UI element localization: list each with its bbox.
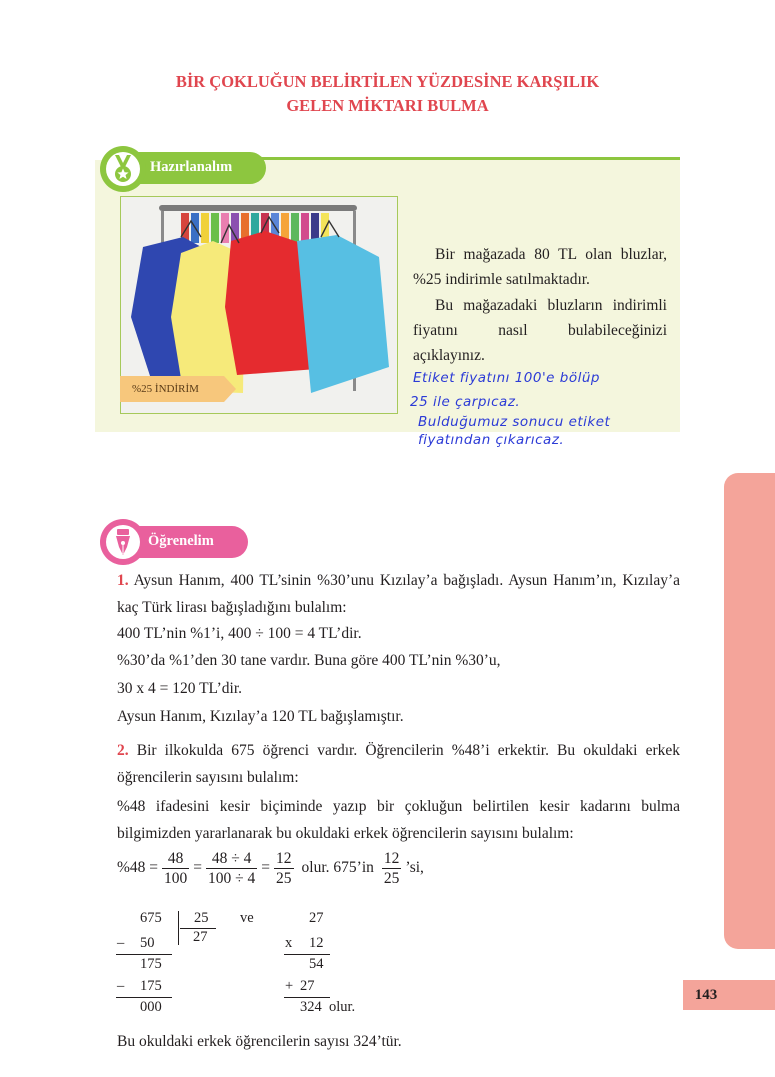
handwriting-line-3: Bulduğumuz sonucu etiket [418,414,611,430]
fraction-12-25-b [382,849,402,888]
numerator: 48 ÷ 4 [206,849,257,869]
denominator: 25 [276,869,292,887]
denominator: 100 [164,869,188,887]
prepare-paragraph-2 [413,293,667,368]
example-1-text: Aysun Hanım, 400 TL’sinin %30’unu Kızılay’a bağışladı. Aysun Hanım’ın, Kızılay’a kaç Türk lirası bağışladığını bulalım: [117,572,680,616]
division-divisor: 25 [194,910,209,926]
mult-suffix: olur. [329,999,356,1015]
handwriting-line-1: Etiket fiyatını 100'e bölüp [413,370,600,386]
fraction-12-25 [274,849,294,888]
prepare-text-1: Bir mağazada 80 TL olan bluzlar, %25 indirimle satılmaktadır. [413,246,667,288]
formula-mid: olur. 675’in [301,859,374,876]
division-minus-1: – [117,935,125,951]
and-word: ve [240,910,254,926]
handwriting-line-2: 25 ile çarpıcaz. [410,394,521,410]
example-1-line-4: Aysun Hanım, Kızılay’a 120 TL bağışlamıştır. [117,708,404,725]
discount-tag: %25 İNDİRİM [120,376,224,402]
page-number: 143 [694,987,718,1003]
medal-icon [106,152,140,186]
example-2-text: Bir ilkokulda 675 öğrenci vardır. Öğrencilerin %48’i erkektir. Bu okuldaki erkek öğrencilerin sayısını bulalım: [117,742,680,786]
title-line-2: GELEN MİKTARI BULMA [286,96,489,115]
division-sub-1: 50 [140,935,155,951]
example-1-line-2: %30’da %1’den 30 tane vardır. Buna göre 400 TL’nin %30’u, [117,652,501,669]
example-1-number: 1. [117,572,129,589]
prepare-paragraph-1 [413,242,667,292]
division-line-2 [116,997,172,998]
denominator: 100 ÷ 4 [208,869,256,887]
mult-times: x [285,935,293,951]
division-dividend: 675 [140,910,162,926]
fraction-48-100 [162,849,189,888]
pen-nib-icon [106,525,140,559]
division-remainder-2: 000 [140,999,162,1015]
example-1-line-3: 30 x 4 = 120 TL’dir. [117,680,242,697]
mult-b: 12 [309,935,324,951]
example-1-line-1: 400 TL’nin %1’i, 400 ÷ 100 = 4 TL’dir. [117,625,362,642]
mult-line-1 [284,954,330,955]
example-2-conclusion: Bu okuldaki erkek öğrencilerin sayısı 324’tür. [117,1033,402,1050]
example-2-explanation: %48 ifadesini kesir biçiminde yazıp bir çokluğun belirtilen kesir kadarını bulma bilgimizden yararlanarak bu okuldaki erkek öğrencilerin sayısını bulalım: [117,798,680,842]
example-2-statement [117,737,680,791]
mult-a: 27 [309,910,324,926]
example-1-statement [117,567,680,621]
formula-tail: ’si, [405,859,424,876]
formula-equals: = [193,859,203,876]
mult-result: 324 [300,999,322,1015]
mult-line-2 [284,997,330,998]
title-line-1: BİR ÇOKLUĞUN BELİRTİLEN YÜZDESİNE KARŞILIK [175,72,600,91]
learn-label: Öğrenelim [148,533,214,549]
division-remainder-1: 175 [140,956,162,972]
mult-plus: + [285,978,294,994]
division-sub-2: 175 [140,978,162,994]
numerator: 12 [276,849,292,867]
side-tab [724,473,775,949]
handwriting-line-4: fiyatından çıkarıcaz. [418,432,565,448]
numerator: 12 [383,849,400,867]
mult-partial-2: 27 [300,978,315,994]
mult-partial-1: 54 [309,956,324,972]
formula-lhs: %48 = [117,859,159,876]
division-minus-2: – [117,978,125,994]
numerator: 48 [162,849,189,869]
formula-equals-2: = [261,859,271,876]
denominator: 25 [383,869,400,887]
fraction-simplify [206,849,257,888]
fraction-formula [117,846,424,890]
division-bar [178,911,179,945]
example-2-number: 2. [117,742,129,759]
prepare-text-2: Bu mağazadaki bluzların indirimli fiyatını nasıl bulabileceğinizi açıklayınız. [413,297,667,364]
division-line-1 [116,954,172,955]
prepare-label: Hazırlanalım [150,159,233,175]
discount-tag-tip [224,376,236,402]
division-quotient: 27 [193,929,208,945]
page-title [0,70,775,118]
